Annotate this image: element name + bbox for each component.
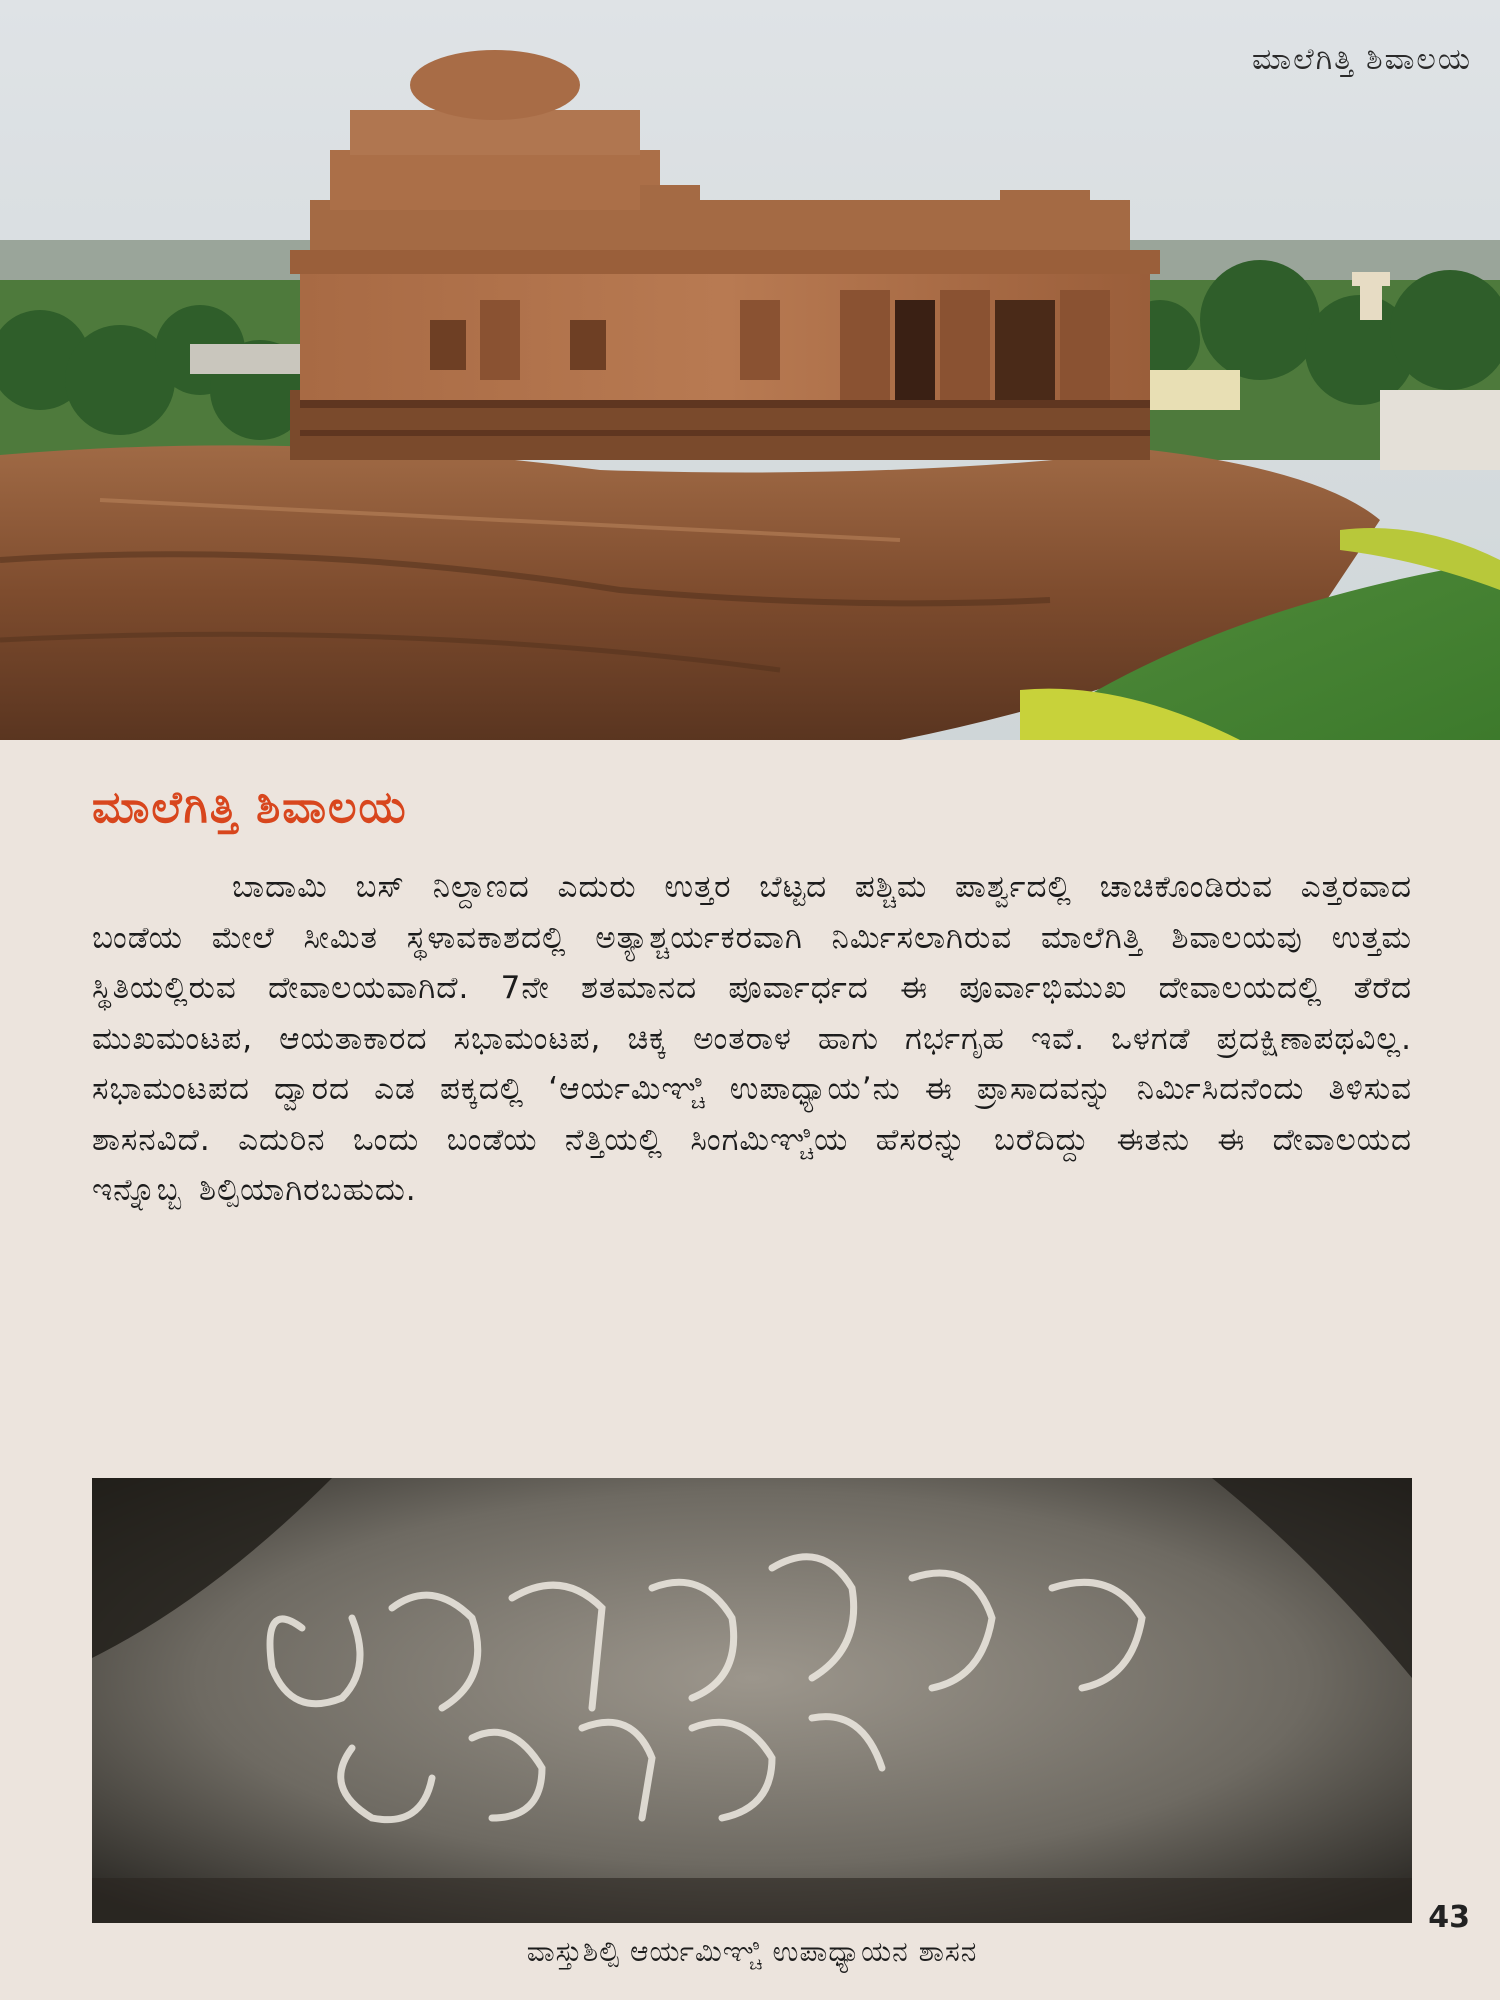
- article-body: ಬಾದಾಮಿ ಬಸ್ ನಿಲ್ದಾಣದ ಎದುರು ಉತ್ತರ ಬೆಟ್ಟದ ಪಶ್ಚಿಮ ಪಾರ್ಶ್ವದಲ್ಲಿ ಚಾಚಿಕೊಂಡಿರುವ ಎತ್ತರವಾದ ಬಂಡೆಯ ಮೇಲೆ ಸೀಮಿತ ಸ್ಥಳಾವಕಾಶದಲ್ಲಿ ಅತ್ಯಾಶ್ಚರ್ಯಕರವಾಗಿ ನಿರ್ಮಿಸಲಾಗಿರುವ ಮಾಲೆಗಿತ್ತಿ ಶಿವಾಲಯವು ಉತ್ತಮ ಸ್ಥಿತಿಯಲ್ಲಿರುವ ದೇವಾಲಯವಾಗಿದೆ. 7ನೇ ಶತಮಾನದ ಪೂರ್ವಾರ್ಧದ ಈ ಪೂರ್ವಾಭಿಮುಖ ದೇವಾಲಯದಲ್ಲಿ ತೆರೆದ ಮುಖಮಂಟಪ, ಆಯತಾಕಾರದ ಸಭಾಮಂಟಪ, ಚಿಕ್ಕ ಅಂತರಾಳ ಹಾಗು ಗರ್ಭಗೃಹ ಇವೆ. ಒಳಗಡೆ ಪ್ರದಕ್ಷಿಣಾಪಥವಿಲ್ಲ. ಸಭಾಮಂಟಪದ ದ್ವಾರದ ಎಡ ಪಕ್ಕದಲ್ಲಿ ‘ಆರ್ಯಮಿಞ್ಚಿ ಉಪಾಧ್ಯಾಯ’ನು ಈ ಪ್ರಾಸಾದವನ್ನು ನಿರ್ಮಿಸಿದನೆಂದು ತಿಳಿಸುವ ಶಾಸನವಿದೆ. ಎದುರಿನ ಒಂದು ಬಂಡೆಯ ನೆತ್ತಿಯಲ್ಲಿ ಸಿಂಗಮಿಞ್ಚಿಯ ಹೆಸರನ್ನು ಬರೆದಿದ್ದು ಈತನು ಈ ದೇವಾಲಯದ ಇನ್ನೊಬ್ಬ ಶಿಲ್ಪಿಯಾಗಿರಬಹುದು.: [92, 869, 1412, 1208]
- temple-photo: [0, 0, 1500, 740]
- page-number: 43: [1428, 1900, 1470, 1935]
- inscription-photo: [92, 1478, 1412, 1923]
- running-header: ಮಾಲೆಗಿತ್ತಿ ಶಿವಾಲಯ: [1251, 42, 1472, 77]
- section-title: ಮಾಲೆಗಿತ್ತಿ ಶಿವಾಲಯ: [92, 782, 408, 833]
- figure-caption: ವಾಸ್ತುಶಿಲ್ಪಿ ಆರ್ಯಮಿಞ್ಚಿ ಉಪಾಧ್ಯಾಯನ ಶಾಸನ: [526, 1935, 978, 1968]
